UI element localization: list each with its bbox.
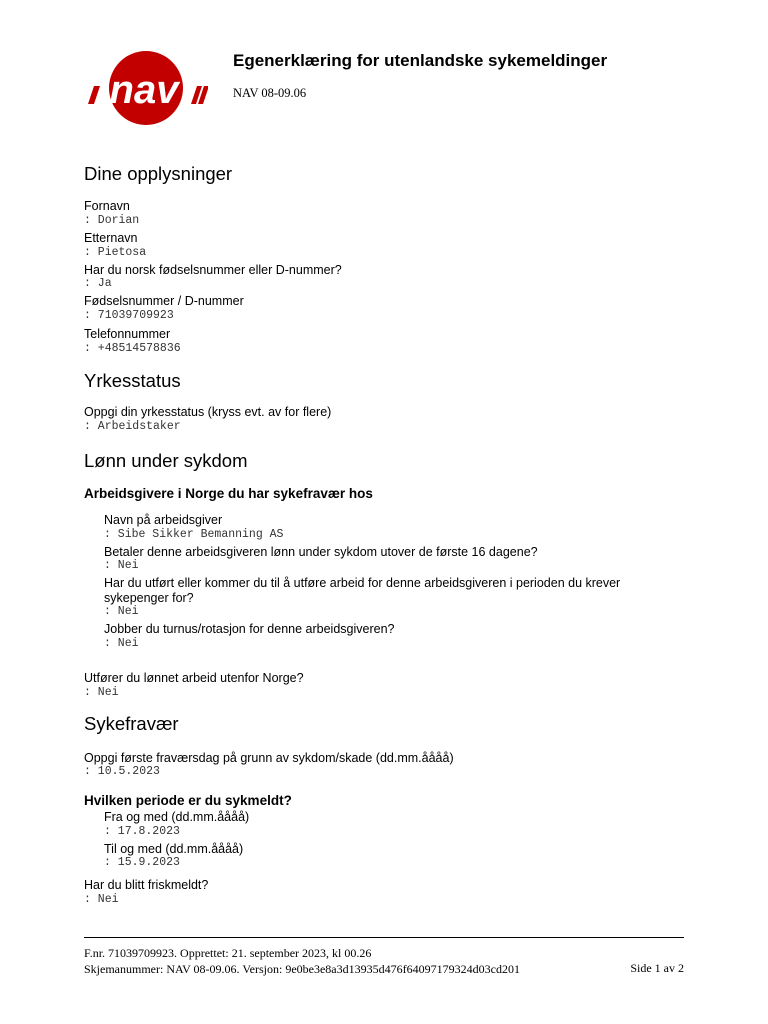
question-works-line1: Har du utført eller kommer du til å utføre arbeid for denne arbeidsgiveren i perioden du krever [104, 576, 621, 590]
heading-absence: Sykefravær [84, 713, 179, 734]
heading-occupation: Yrkesstatus [84, 370, 181, 391]
question-telefon: Telefonnummer [84, 327, 171, 341]
heading-personal: Dine opplysninger [84, 163, 233, 184]
subheading-period: Hvilken periode er du sykmeldt? [84, 793, 292, 808]
question-employer: Navn på arbeidsgiver [104, 513, 223, 527]
question-recovered: Har du blitt friskmeldt? [84, 878, 209, 892]
question-to: Til og med (dd.mm.åååå) [104, 842, 244, 856]
form-title: Egenerklæring for utenlandske sykemeldinger [233, 51, 608, 70]
question-fornavn: Fornavn [84, 199, 130, 213]
heading-salary: Lønn under sykdom [84, 450, 248, 471]
answer-abroad: : Nei [84, 686, 119, 699]
footer-info [84, 945, 520, 977]
question-rotation: Jobber du turnus/rotasjon for denne arbeidsgiveren? [104, 622, 395, 636]
question-first-day: Oppgi første fraværsdag på grunn av sykdom/skade (dd.mm.åååå) [84, 751, 454, 765]
answer-to: : 15.9.2023 [104, 856, 180, 869]
footer-line-2: Skjemanummer: NAV 08-09.06. Versjon: 9e0be3e8a3d13935d476f64097179324d03cd201 [84, 962, 520, 976]
answer-fnr-choice: : Ja [84, 277, 112, 290]
answer-telefon: : +48514578836 [84, 342, 181, 355]
answer-employer: : Sibe Sikker Bemanning AS [104, 528, 284, 541]
question-fnr-choice: Har du norsk fødselsnummer eller D-nummer? [84, 263, 342, 277]
answer-from: : 17.8.2023 [104, 825, 180, 838]
answer-recovered: : Nei [84, 893, 119, 906]
answer-etternavn: : Pietosa [84, 246, 147, 259]
logo-text: nav [109, 68, 179, 112]
footer-divider [84, 937, 684, 938]
footer-line-1: F.nr. 71039709923. Opprettet: 21. september 2023, kl 00.26 [84, 946, 372, 960]
answer-fornavn: : Dorian [84, 214, 140, 227]
question-etternavn: Etternavn [84, 231, 138, 245]
answer-fnr: : 71039709923 [84, 309, 174, 322]
question-works-line2: sykepenger for? [104, 591, 194, 605]
answer-first-day: : 10.5.2023 [84, 765, 160, 778]
page-number: Side 1 av 2 [630, 961, 684, 975]
question-pays: Betaler denne arbeidsgiveren lønn under sykdom utover de første 16 dagene? [104, 545, 538, 559]
question-abroad: Utfører du lønnet arbeid utenfor Norge? [84, 671, 304, 685]
answer-rotation: : Nei [104, 637, 139, 650]
subheading-employers: Arbeidsgivere i Norge du har sykefravær hos [84, 486, 373, 501]
question-occupation: Oppgi din yrkesstatus (kryss evt. av for flere) [84, 405, 332, 419]
answer-pays: : Nei [104, 559, 139, 572]
nav-logo [84, 50, 208, 126]
question-from: Fra og med (dd.mm.åååå) [104, 810, 250, 824]
form-code: NAV 08-09.06 [233, 86, 307, 100]
answer-occupation: : Arbeidstaker [84, 420, 181, 433]
answer-works: : Nei [104, 605, 139, 618]
question-fnr: Fødselsnummer / D-nummer [84, 294, 244, 308]
